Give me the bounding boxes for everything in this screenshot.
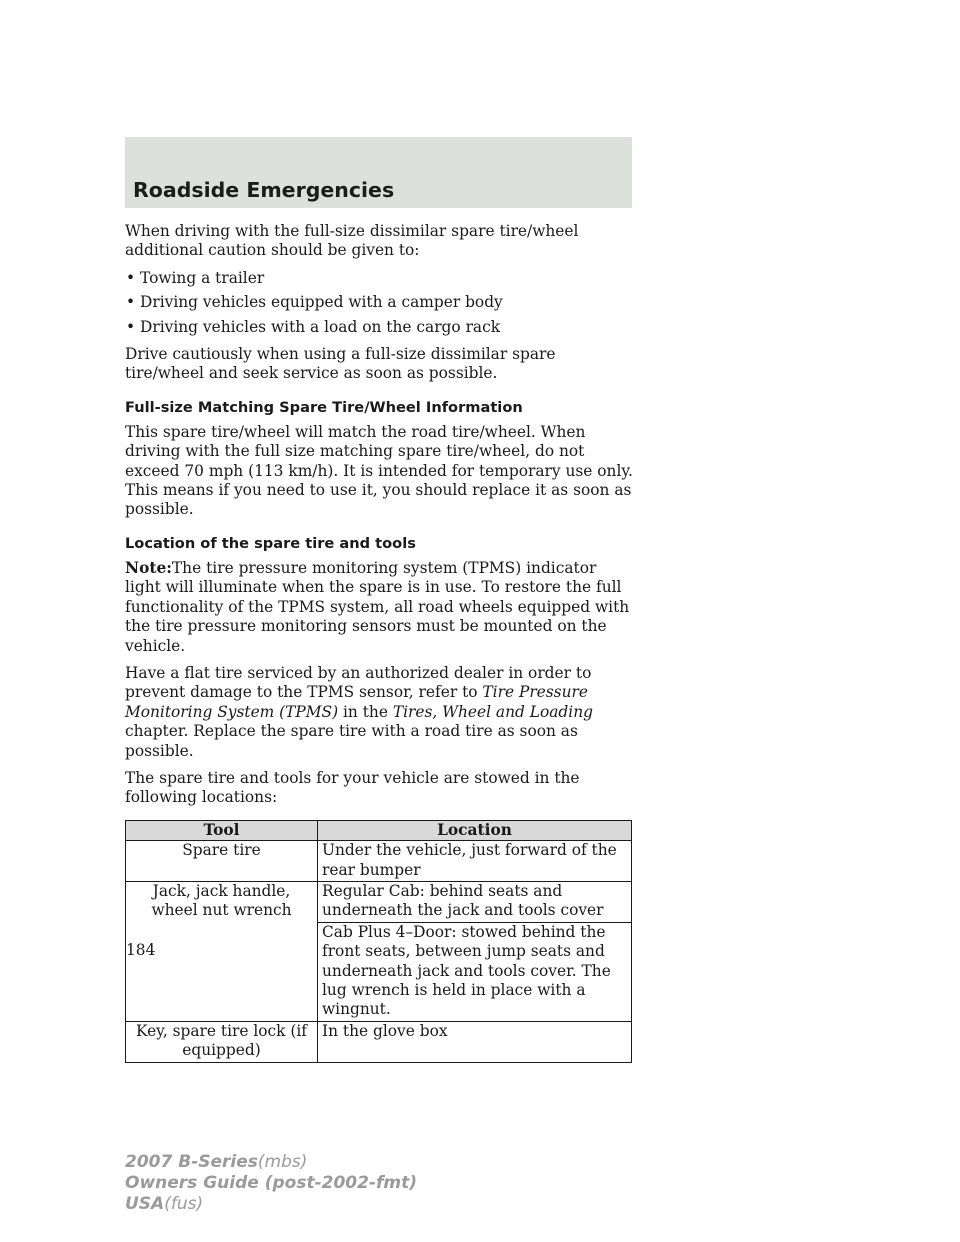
caution-closing: Drive cautiously when using a full-size dissimilar spare tire/wheel and seek service as soon as possible. xyxy=(125,345,556,383)
table-header-row xyxy=(126,820,632,840)
document-footer xyxy=(125,1152,417,1215)
tires-chapter-reference: Tires, Wheel and Loading xyxy=(392,702,593,721)
list-item: • Driving vehicles with a load on the cargo rack xyxy=(126,317,501,336)
location-cell: In the glove box xyxy=(318,1021,632,1062)
section-title: Roadside Emergencies xyxy=(133,178,395,202)
service-paragraph: Have a flat tire serviced by an authorized dealer in order to prevent damage to the TPMS sensor, refer to Tire Pressure Monitoring System (TPMS) in the Tires, Wheel and Loading chapter. Replace the spare tire with a road tire as soon as possible. xyxy=(125,663,593,760)
list-item: • Driving vehicles equipped with a camper body xyxy=(126,293,503,312)
tpms-reference: Tire Pressure Monitoring System (TPMS) xyxy=(125,683,588,721)
page-content xyxy=(125,222,635,1063)
list-item: • Towing a trailer xyxy=(126,268,265,287)
page-number: 184 xyxy=(126,941,156,959)
bullet-icon: • xyxy=(126,268,136,287)
spare-location-heading: Location of the spare tire and tools xyxy=(125,534,416,552)
table-row xyxy=(126,881,632,922)
table-row xyxy=(126,841,632,882)
column-header-location: Location xyxy=(318,820,632,840)
tpms-note xyxy=(125,559,635,656)
tools-table xyxy=(125,820,632,1063)
note-text: The tire pressure monitoring system (TPMS) indicator light will illuminate when the spare is in use. To restore the full functionality of the TPMS system, all road wheels equipped with the tire pressure monitoring sensors must be mounted on the vehicle. xyxy=(125,558,630,655)
tool-cell: Spare tire xyxy=(126,841,318,882)
footer-line-guide: Owners Guide (post-2002-fmt) xyxy=(125,1173,418,1193)
footer-line-model: 2007 B-Series(mbs) xyxy=(125,1152,308,1172)
tool-cell: Jack, jack handle, wheel nut wrench xyxy=(126,881,318,1021)
matching-spare-heading: Full-size Matching Spare Tire/Wheel Information xyxy=(125,398,523,416)
matching-spare-paragraph: This spare tire/wheel will match the road tire/wheel. When driving with the full size matching spare tire/wheel, do not exceed 70 mph (113 km/h). It is intended for temporary use only. This means if you need to use it, you should replace it as soon as possible. xyxy=(125,422,633,519)
stowed-paragraph: The spare tire and tools for your vehicle are stowed in the following locations: xyxy=(125,768,580,807)
caution-list xyxy=(125,269,635,337)
bullet-icon: • xyxy=(126,293,136,312)
bullet-icon: • xyxy=(126,317,136,336)
tool-cell: Key, spare tire lock (if equipped) xyxy=(126,1021,318,1062)
location-cell: Cab Plus 4–Door: stowed behind the front seats, between jump seats and underneath jack and tools cover. The lug wrench is held in place with a wingnut. xyxy=(318,922,632,1021)
intro-paragraph: When driving with the full-size dissimilar spare tire/wheel additional caution should be given to: xyxy=(125,222,579,260)
footer-line-market: USA(fus) xyxy=(125,1194,204,1214)
column-header-tool: Tool xyxy=(126,820,318,840)
location-cell: Under the vehicle, just forward of the rear bumper xyxy=(318,841,632,882)
location-cell: Regular Cab: behind seats and underneath the jack and tools cover xyxy=(318,881,632,922)
note-label: Note: xyxy=(125,558,172,577)
table-row xyxy=(126,1021,632,1062)
